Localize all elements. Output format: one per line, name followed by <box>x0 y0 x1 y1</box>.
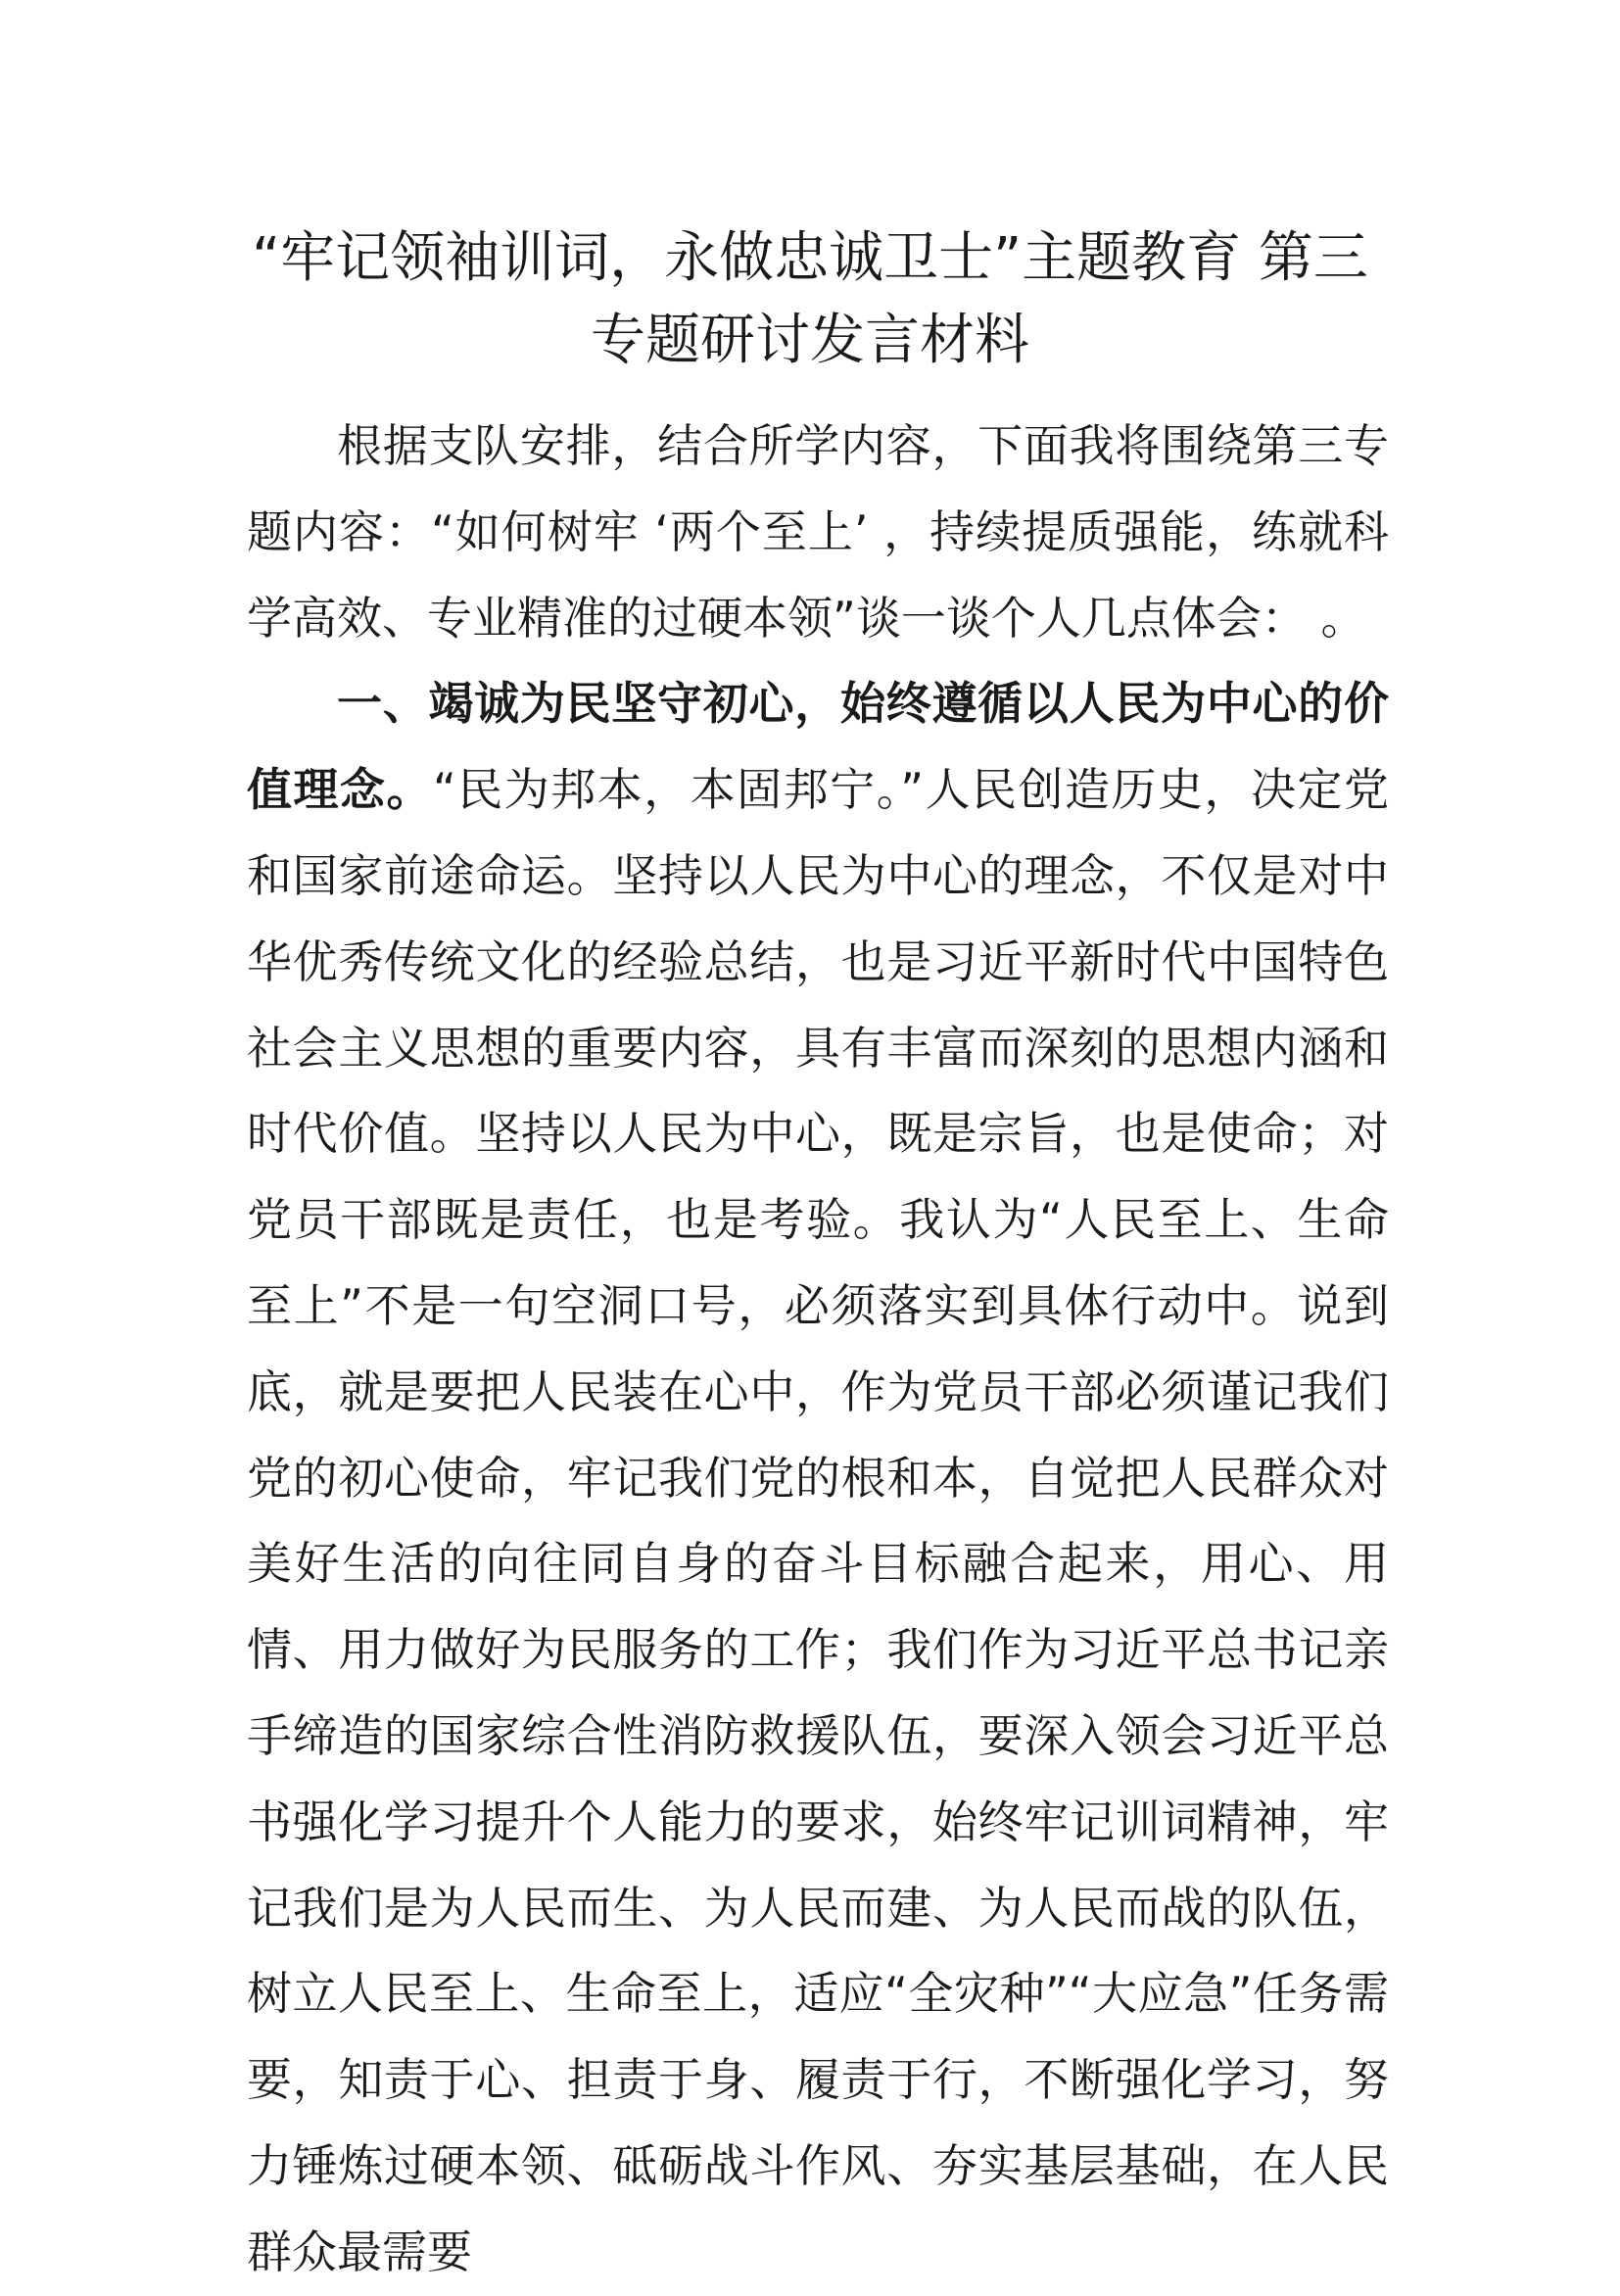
intro-paragraph: 根据支队安排，结合所学内容，下面我将围绕第三专题内容：“如何树牢 ‘两个至上’ ，持续提质强能，练就科学高效、专业精准的过硬本领”谈一谈个人几点体会： 。 <box>247 419 1389 645</box>
section-1-paragraph <box>247 661 1389 2295</box>
document-title: “牢记领袖训词，永做忠诚卫士”主题教育 第三专题研讨发言材料 <box>252 226 1368 372</box>
document-body <box>247 404 1389 2296</box>
section-1-heading: 一、竭诚为民坚守初心，始终遵循以人民为中心的价值理念。 <box>247 677 1389 817</box>
section-1-body: “民为邦本，本固邦宁。”人民创造历史，决定党和国家前途命运。坚持以人民为中心的理念，不仅是对中华优秀传统文化的经验总结，也是习近平新时代中国特色社会主义思想的重要内容，具有丰富而深刻的思想内涵和时代价值。坚持以人民为中心，既是宗旨，也是使命；对党员干部既是责任，也是考验。我认为“人民至上、生命至上”不是一句空洞口号，必须落实到具体行动中。说到底，就是要把人民装在心中，作为党员干部必须谨记我们党的初心使命，牢记我们党的根和本，自觉把人民群众对美好生活的向往同自身的奋斗目标融合起来，用心、用情、用力做好为民服务的工作；我们作为习近平总书记亲手缔造的国家综合性消防救援队伍，要深入领会习近平总书强化学习提升个人能力的要求，始终牢记训词精神，牢记我们是为人民而生、为人民而建、为人民而战的队伍，树立人民至上、生命至上，适应“全灾种”“大应急”任务需要，知责于心、担责于身、履责于行，不断强化学习，努力锤炼过硬本领、砥砺战斗作风、夯实基层基础，在人民群众最需要 <box>247 763 1390 2278</box>
